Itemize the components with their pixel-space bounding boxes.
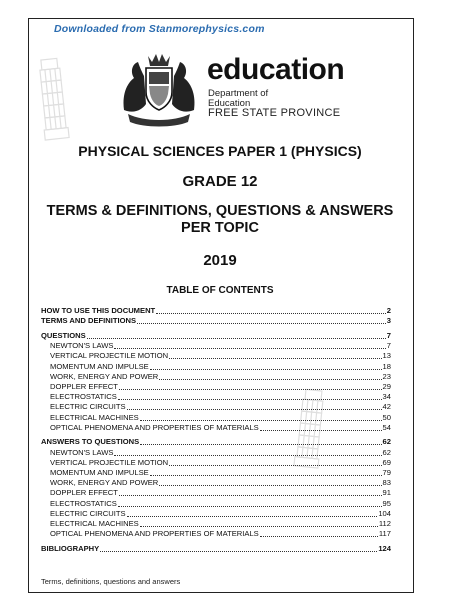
coat-of-arms-icon — [118, 50, 200, 128]
toc-entry-page: 50 — [382, 412, 391, 422]
toc-entry-label: ELECTRICAL MACHINES — [50, 518, 139, 528]
toc-dot-leader — [100, 550, 377, 552]
education-wordmark: education — [207, 53, 345, 86]
toc-entry-label: NEWTON'S LAWS — [50, 341, 114, 351]
toc-entry-page: 7 — [386, 331, 391, 341]
toc-entry-label: DOPPLER EFFECT — [50, 488, 118, 498]
toc-entry-label: MOMENTUM AND IMPULSE — [50, 468, 149, 477]
department-line-2: Education — [208, 98, 251, 109]
toc-entry-page: 62 — [382, 447, 391, 457]
toc-dot-leader — [169, 464, 381, 466]
toc-dot-leader — [140, 525, 378, 527]
toc-dot-leader — [127, 408, 382, 410]
page-footer: Terms, definitions, questions and answers — [41, 577, 181, 586]
toc-dot-leader — [140, 419, 382, 421]
toc-entry-label: HOW TO USE THIS DOCUMENT — [41, 306, 156, 316]
toc-entry[interactable] — [41, 331, 391, 341]
toc-entry-label: ELECTROSTATICS — [50, 392, 117, 402]
toc-entry-page: 69 — [382, 457, 391, 467]
toc-entry-label: WORK, ENERGY AND POWER — [50, 371, 159, 381]
toc-entry[interactable] — [41, 306, 391, 316]
toc-entry[interactable] — [41, 372, 391, 382]
toc-entry[interactable] — [41, 392, 391, 402]
leaning-tower-watermark-icon — [33, 55, 73, 143]
toc-entry[interactable] — [41, 382, 391, 392]
table-of-contents — [41, 306, 391, 554]
toc-entry-page: 23 — [382, 371, 391, 381]
toc-entry-label: ELECTRIC CIRCUITS — [50, 508, 126, 518]
toc-entry-label: DOPPLER EFFECT — [50, 382, 118, 391]
toc-entry-page: 42 — [382, 402, 391, 412]
toc-dot-leader — [140, 443, 381, 445]
toc-entry-label: NEWTON'S LAWS — [50, 447, 114, 457]
toc-entry-label: OPTICAL PHENOMENA AND PROPERTIES OF MATERIALS — [50, 529, 259, 539]
toc-entry-label: MOMENTUM AND IMPULSE — [50, 361, 149, 371]
toc-entry[interactable] — [41, 544, 391, 554]
toc-entry-label: ELECTRICAL MACHINES — [50, 412, 139, 422]
toc-dot-leader — [114, 347, 385, 349]
toc-entry-page: 112 — [378, 518, 391, 528]
toc-entry[interactable] — [41, 488, 391, 498]
toc-entry-page: 3 — [386, 316, 391, 326]
toc-heading: TABLE OF CONTENTS — [166, 285, 274, 296]
toc-entry-label: WORK, ENERGY AND POWER — [50, 478, 159, 488]
toc-entry-page: 54 — [382, 422, 391, 432]
grade-title: GRADE 12 — [182, 173, 258, 190]
toc-entry[interactable] — [41, 529, 391, 539]
toc-entry[interactable] — [41, 509, 391, 519]
department-line-1: Department of — [208, 88, 269, 99]
toc-entry-page: 117 — [378, 529, 391, 539]
toc-entry[interactable] — [41, 412, 391, 422]
document-title-line-2: PER TOPIC — [181, 220, 259, 236]
toc-entry-page: 29 — [382, 382, 391, 391]
toc-dot-leader — [119, 494, 382, 496]
toc-entry-page: 13 — [382, 351, 391, 361]
toc-dot-leader — [159, 378, 381, 380]
toc-entry-label: VERTICAL PROJECTILE MOTION — [50, 457, 169, 467]
toc-entry-page: 91 — [382, 488, 391, 498]
document-title-line-1: TERMS & DEFINITIONS, QUESTIONS & ANSWERS — [46, 203, 394, 219]
toc-entry-label: VERTICAL PROJECTILE MOTION — [50, 351, 169, 361]
paper-title: PHYSICAL SCIENCES PAPER 1 (PHYSICS) — [78, 143, 362, 159]
toc-entry[interactable] — [41, 361, 391, 371]
toc-entry-page: 95 — [382, 498, 391, 508]
toc-entry-label: BIBLIOGRAPHY — [41, 543, 100, 553]
toc-entry-page: 2 — [386, 306, 391, 316]
toc-entry-page: 104 — [378, 508, 391, 518]
toc-entry-page: 124 — [378, 543, 391, 553]
toc-entry-label: ELECTROSTATICS — [50, 498, 117, 508]
toc-entry-label: QUESTIONS — [41, 331, 86, 341]
toc-dot-leader — [87, 337, 386, 339]
toc-entry[interactable] — [41, 458, 391, 468]
toc-dot-leader — [260, 429, 382, 431]
toc-entry-page: 7 — [386, 341, 391, 351]
toc-dot-leader — [150, 474, 382, 476]
toc-dot-leader — [260, 535, 378, 537]
toc-entry[interactable] — [41, 478, 391, 488]
toc-entry[interactable] — [41, 519, 391, 529]
toc-dot-leader — [114, 454, 381, 456]
year-title: 2019 — [203, 252, 237, 269]
toc-dot-leader — [118, 398, 382, 400]
toc-entry-label: ANSWERS TO QUESTIONS — [41, 437, 140, 447]
toc-entry-label: OPTICAL PHENOMENA AND PROPERTIES OF MATERIALS — [50, 422, 259, 432]
toc-entry-page: 62 — [382, 437, 391, 447]
toc-entry[interactable] — [41, 447, 391, 457]
toc-entry[interactable] — [41, 437, 391, 447]
toc-dot-leader — [169, 357, 381, 359]
toc-dot-leader — [156, 312, 386, 314]
toc-entry-label: TERMS AND DEFINITIONS — [41, 316, 137, 326]
toc-dot-leader — [118, 505, 382, 507]
toc-entry[interactable] — [41, 316, 391, 326]
toc-dot-leader — [137, 322, 386, 324]
toc-entry-page: 79 — [382, 468, 391, 477]
toc-entry[interactable] — [41, 402, 391, 412]
toc-entry[interactable] — [41, 498, 391, 508]
toc-entry[interactable] — [41, 341, 391, 351]
toc-dot-leader — [159, 484, 381, 486]
document-title — [28, 203, 412, 237]
toc-dot-leader — [150, 368, 382, 370]
toc-entry-page: 34 — [382, 392, 391, 402]
province-name: FREE STATE PROVINCE — [208, 107, 341, 119]
download-banner[interactable]: Downloaded from Stanmorephysics.com — [54, 23, 265, 35]
toc-dot-leader — [127, 515, 378, 517]
toc-dot-leader — [119, 388, 382, 390]
toc-entry[interactable] — [41, 423, 391, 433]
toc-entry[interactable] — [41, 468, 391, 478]
toc-entry-label: ELECTRIC CIRCUITS — [50, 402, 126, 412]
toc-entry-page: 83 — [382, 478, 391, 488]
toc-entry[interactable] — [41, 351, 391, 361]
toc-entry-page: 18 — [382, 361, 391, 371]
